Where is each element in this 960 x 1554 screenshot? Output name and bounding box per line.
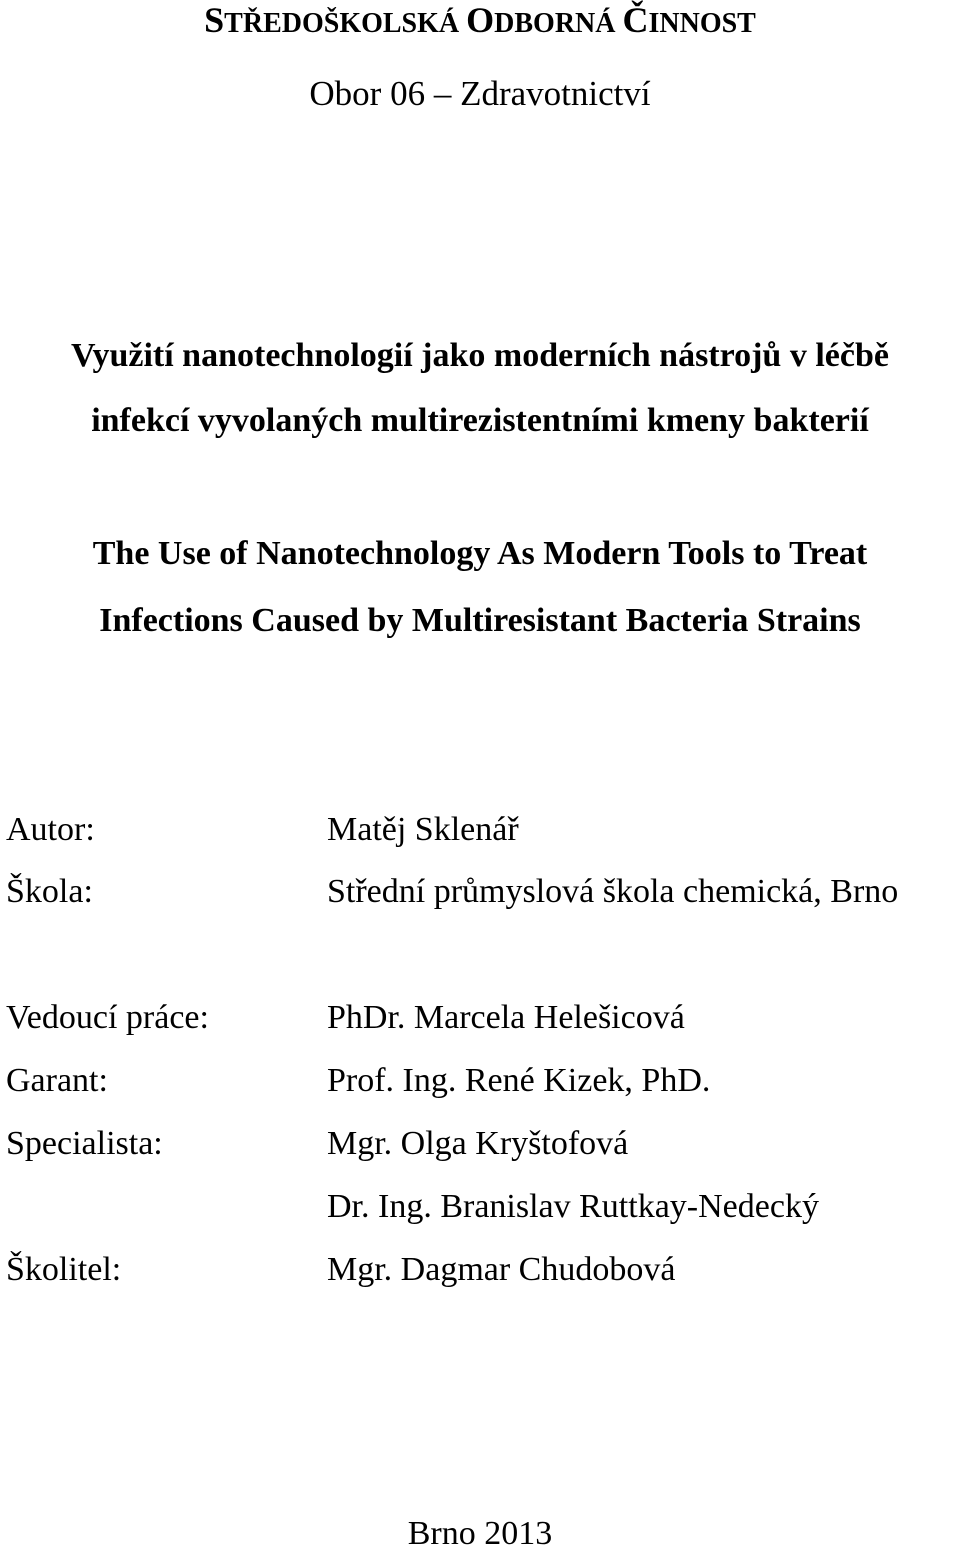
place-year: Brno 2013 bbox=[407, 1515, 553, 1552]
title-en-line-1: The Use of Nanotechnology As Modern Tools to Treat bbox=[92, 535, 868, 572]
author-label: Autor: bbox=[6, 811, 95, 848]
competition-heading bbox=[0, 0, 960, 44]
specialist-label: Specialista: bbox=[6, 1125, 163, 1162]
competition-heading-text: STŘEDOŠKOLSKÁ ODBORNÁ ČINNOST bbox=[204, 0, 756, 40]
title-en-line-2: Infections Caused by Multiresistant Bacteria Strains bbox=[99, 602, 861, 639]
specialist-value-2: Dr. Ing. Branislav Ruttkay-Nedecký bbox=[327, 1188, 819, 1225]
school-value: Střední průmyslová škola chemická, Brno bbox=[327, 873, 899, 910]
specialist-value-1: Mgr. Olga Kryštofová bbox=[327, 1125, 629, 1162]
title-cz-line-1: Využití nanotechnologií jako moderních nástrojů v léčbě bbox=[71, 337, 889, 374]
supervisor-label: Vedoucí práce: bbox=[6, 999, 209, 1036]
author-value: Matěj Sklenář bbox=[327, 811, 519, 848]
field-heading: Obor 06 – Zdravotnictví bbox=[309, 74, 651, 113]
trainer-value: Mgr. Dagmar Chudobová bbox=[327, 1251, 676, 1288]
school-label: Škola: bbox=[6, 873, 93, 910]
trainer-label: Školitel: bbox=[6, 1251, 122, 1288]
supervisor-value: PhDr. Marcela Helešicová bbox=[327, 999, 685, 1036]
title-cz-line-2: infekcí vyvolaných multirezistentními kmeny bakterií bbox=[91, 402, 869, 439]
guarantor-value: Prof. Ing. René Kizek, PhD. bbox=[327, 1062, 711, 1099]
guarantor-label: Garant: bbox=[6, 1062, 108, 1099]
